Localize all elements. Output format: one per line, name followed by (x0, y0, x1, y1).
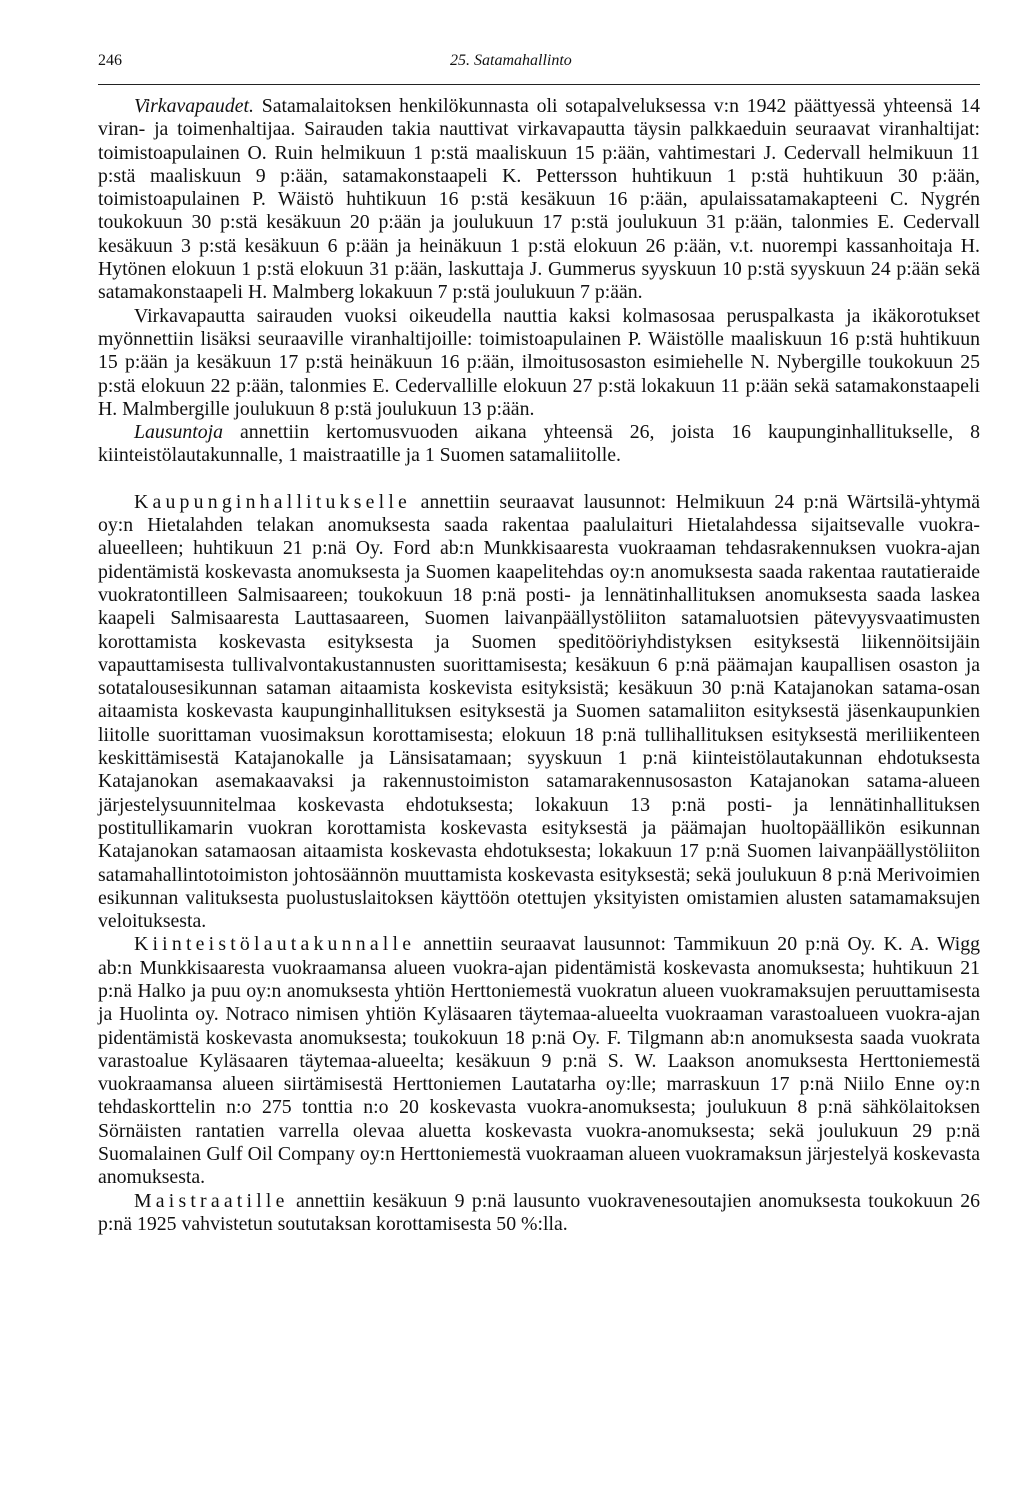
paragraph-lead: Kiinteistölautakunnalle (134, 933, 416, 956)
paragraph-kaupunginhallitukselle (98, 491, 980, 934)
paragraph-lead: Kaupunginhallitukselle (134, 490, 411, 513)
document-page (98, 52, 980, 1236)
paragraph-text: annettiin kertomusvuoden aikana yhteensä 26, joista 16 kaupunginhallitukselle, 8 kiinteistölautakunnalle, 1 maistraatille ja 1 Suomen satamaliitolle. (98, 421, 980, 467)
body-text (98, 95, 980, 1236)
paragraph-virkavapautta (98, 305, 980, 421)
paragraph-text: Satamalaitoksen henkilökunnasta oli sotapalveluksessa v:n 1942 päättyessä yhteensä 14 viran- ja toimenhaltijaa. Sairauden takia nauttivat virkavapautta täysin palkkaeduin seuraavat viranhaltijat: toimistoapulainen O. Ruin helmikuun 1 p:stä maaliskuun 15 p:ään, vahtimestari J. Cedervall helmikuun 11 p:stä maaliskuun 9 p:ään, satamakonstaapeli K. Pettersson huhtikuun 1 p:stä huhtikuun 30 p:ään, toimistoapulainen P. Wäistö huhtikuun 16 p:stä kesäkuun 16 p:ään, apulaissatamakapteeni C. Nygrén toukokuun 30 p:stä kesäkuun 20 p:ään ja joulukuun 17 p:stä joulukuun 31 p:ään, talonmies E. Cedervall kesäkuun 3 p:stä kesäkuun 6 p:ään ja heinäkuun 1 p:stä elokuun 26 p:ään, v.t. nuorempi kassanhoitaja H. Hytönen elokuun 1 p:stä elokuun 31 p:ään, laskuttaja J. Gummerus syyskuun 10 p:stä syyskuun 24 p:ään sekä satamakonstaapeli H. Malmberg lokakuun 7 p:stä joulukuun 7 p:ään. (98, 95, 980, 304)
paragraph-kiinteistolautakunnalle (98, 933, 980, 1189)
paragraph-lead: Virkavapaudet. (134, 95, 254, 117)
paragraph-virkavapaudet (98, 95, 980, 305)
running-title: 25. Satamahallinto (450, 52, 572, 69)
paragraph-lead: Lausuntoja (134, 421, 224, 444)
paragraph-maistraatille (98, 1190, 980, 1237)
paragraph-text: annettiin seuraavat lausunnot: Helmikuun 24 p:nä Wärtsilä-yhtymä oy:n Hietalahden telakan anomuksesta saada rakentaa paalulaituri Hietalahdessa sijaitsevalle vuokra-alueelleen; huhtikuun 21 p:nä Oy. Ford ab:n Munkkisaaresta vuokraaman tehdasrakennuksen vuokra-ajan pidentämistä koskevasta anomuksesta ja Suomen kaapelitehdas oy:n anomuksesta saada rakentaa rautatieraide vuokratontilleen Salmisaareen; toukokuun 18 p:nä posti- ja lennätinhallituksen anomuksesta saada laskea kaapeli Salmisaaresta Lauttasaareen, Suomen laivanpäällystöliiton satamaluotsien pätevyysvaatimusten korottamista koskevasta esityksesta ja Suomen speditööriyhdistyksen esityksestä liikennöitsijäin vapauttamisesta tullivalvontakustannusten suorittamisesta; kesäkuun 6 p:nä päämajan kaupallisen osaston ja sotatalousesikunnan sataman aitaamista koskevista esityksistä; kesäkuun 30 p:nä Katajanokan satama-osan aitaamista koskevasta kaupunginhallituksen esityksestä ja Suomen satamaliiton esityksestä jäsenkaupunkien liitolle suorittaman vuosimaksun korottamisesta; elokuun 18 p:nä tullihallituksen esityksestä meriliikenteen keskittämisestä Katajanokalle ja Länsisatamaan; syyskuun 1 p:nä kiinteistölautakunnan ehdotuksesta Katajanokan asemakaavaksi ja rakennustoimiston satamarakennusosaston Katajanokan satama-alueen järjestelysuunnitelmaa koskevasta ehdotuksesta; lokakuun 13 p:nä posti- ja lennätinhallituksen postitullikamarin vuokran korottamista koskevasta esityksestä ja päämajan huoltopäällikön esikunnan Katajanokan satamaosan aitaamista koskevasta ehdotuksesta; lokakuun 17 p:nä Suomen laivanpäällystöliiton satamahallintotoimiston johtosäännön muuttamista koskevasta esityksestä; sekä joulukuun 8 p:nä Merivoimien esikunnan valituksesta puolustuslaitoksen käyttöön otettujen yksityisten omistamien alusten satamamaksujen veloituksesta. (98, 490, 980, 933)
page-header (98, 52, 980, 85)
paragraph-text: annettiin seuraavat lausunnot: Tammikuun 20 p:nä Oy. K. A. Wigg ab:n Munkkisaaresta vuokraamansa alueen vuokra-ajan pidentämistä koskevasta anomuksesta; huhtikuun 21 p:nä Halko ja puu oy:n anomuksesta yhtiön Herttoniemestä vuokratun alueen vuokramaksujen peruuttamisesta ja Huolinta oy. Notraco nimisen yhtiön Kyläsaaren täytemaa-alueelta vuokraaman varastoalueen vuokra-ajan pidentämistä koskevasta anomuksesta; toukokuun 18 p:nä Oy. F. Tilgmann ab:n anomuksesta saada vuokrata varastoalue Kyläsaaren täytemaa-alueelta; kesäkuun 9 p:nä S. W. Laakson anomuksesta Herttoniemestä vuokraamansa alueen siirtämisestä Herttoniemen Lautatarha oy:lle; marraskuun 17 p:nä Niilo Enne oy:n tehdaskorttelin n:o 275 tonttia n:o 20 koskevasta vuokra-anomuksesta; joulukuun 8 p:nä sähkölaitoksen Sörnäisten rantatien varrella olevaa aluetta koskevasta vuokra-anomuksesta; sekä joulukuun 29 p:nä Suomalainen Gulf Oil Company oy:n Herttoniemestä vuokraaman alueen vuokramaksun järjestelyä koskevasta anomuksesta. (98, 933, 980, 1189)
paragraph-text: Virkavapautta sairauden vuoksi oikeudella nauttia kaksi kolmasosaa peruspalkasta ja ikäkorotukset myönnettiin lisäksi seuraaville viranhaltijoille: toimistoapulainen P. Wäistölle maaliskuun 16 p:stä huhtikuun 15 p:ään ja kesäkuun 17 p:stä heinäkuun 16 p:ään, ilmoitusosaston esimiehelle N. Nybergille toukokuun 25 p:stä elokuun 22 p:ään, talonmies E. Cedervallille elokuun 27 p:stä lokakuun 11 p:ään sekä satamakonstaapeli H. Malmbergille joulukuun 8 p:stä joulukuun 13 p:ään. (98, 304, 980, 420)
paragraph-text: annettiin kesäkuun 9 p:nä lausunto vuokravenesoutajien anomuksesta toukokuun 26 p:nä 1925 vahvistetun soututaksan korottamisesta 50 %:lla. (98, 1189, 980, 1235)
paragraph-lausuntoja (98, 421, 980, 468)
paragraph-lead: Maistraatille (134, 1189, 289, 1212)
page-number: 246 (98, 52, 122, 69)
